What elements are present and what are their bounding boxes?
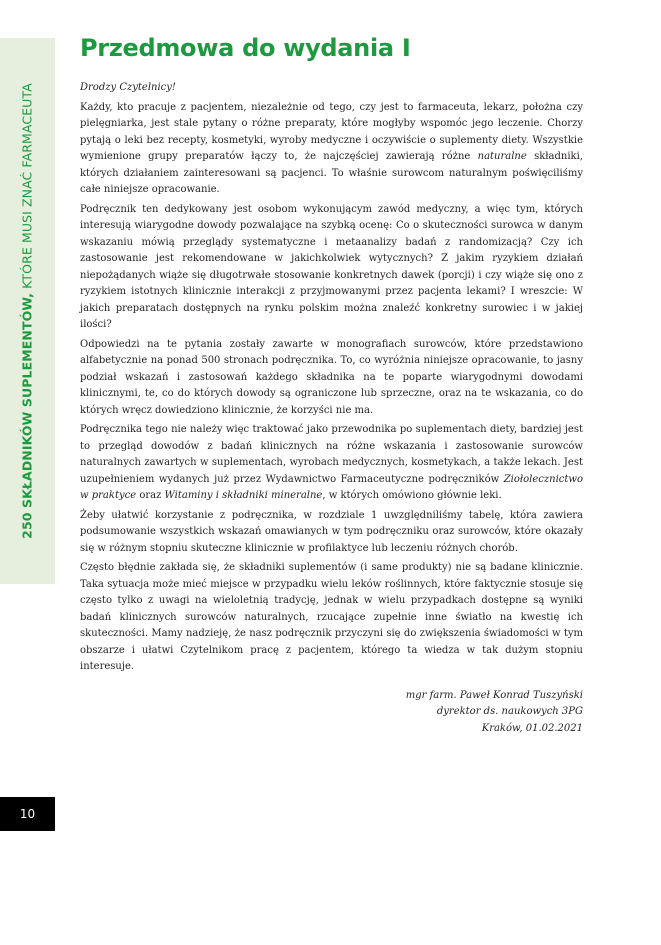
paragraph-4 — [80, 422, 583, 505]
paragraph-4-text-c: , w których omówiono głównie leki. — [322, 490, 502, 501]
signature-block — [80, 688, 583, 738]
paragraph-1-text-a: Każdy, kto pracuje z pacjentem, niezależnie od tego, czy jest to farmaceuta, lekarz, położna czy pielęgniarka, jest stale pytany o różne preparaty, które mogłyby wspomóc jego leczenie. Chorzy pytają o leki bez recepty, kosmetyki, wyroby medyczne i oczywiście o suplementy diety. Wszystkie wymienione grupy preparatów łączy to, że najczęściej zawierają różne — [80, 101, 583, 162]
paragraph-4-text-a: Podręcznika tego nie należy więc traktować jako przewodnika po suplementach diety, bardziej jest to przegląd dowodów z badań klinicznych na różne wskazania i zastosowanie surowców naturalnych zawartych w suplementach, wyrobach medycznych, kosmetykach, a także lekach. Jest uzupełnieniem wydanych już przez Wydawnictwo Farmaceutyczne podręczników — [80, 424, 583, 485]
paragraph-3: Odpowiedzi na te pytania zostały zawarte w monografiach surowców, które przedstawiono alfabetycznie na ponad 500 stronach podręcznika. To, co wyróżnia niniejsze opracowanie, to jasny podział wskazań i zastosowań każdego składnika na te poparte wiarygodnymi dowodami klinicznymi, te, co do których dowody są ograniczone lub sprzeczne, oraz na te wskazania, co do których wręcz dowiedziono klinicznie, że korzyści nie ma. — [80, 338, 583, 416]
paragraph-2: Podręcznik ten dedykowany jest osobom wykonującym zawód medyczny, a więc tym, których interesują wiarygodne dowody pozwalające na szybką ocenę: Co o skuteczności surowca w danym wskazaniu mówią przeglądy systematyczne i metaanalizy badań z randomizacją? Czy ich zastosowanie jest rekomendowane w jakichkolwiek wytycznych? Z jakim ryzykiem działań niepożądanych wiąże się długotrwałe stosowanie konkretnych dawek (porcji) i czy wiąże się ono z ryzykiem istotnych klinicznie interakcji z przyjmowanymi przez pacjenta lekami? I wreszcie: W jakich preparatach dostępnych na rynku polskim można znaleźć konkretny surowiec i w jakiej ilości? — [80, 203, 583, 330]
paragraph-1 — [80, 100, 583, 199]
greeting: Drodzy Czytelnicy! — [80, 82, 176, 93]
signature-position: dyrektor ds. naukowych 3PG — [436, 706, 583, 717]
sidebar-title-bold: 250 SKŁADNIKÓW SUPLEMENTÓW, — [19, 292, 35, 539]
signature-name: mgr farm. Paweł Konrad Tuszyński — [405, 689, 583, 701]
sidebar-title-light: KTÓRE MUSI ZNAĆ FARMACEUTA — [19, 83, 35, 293]
paragraph-4-text-b: oraz — [136, 490, 165, 501]
paragraph-6: Często błędnie zakłada się, że składniki suplementów (i same produkty) nie są badane klinicznie. Taka sytuacja może mieć miejsce w przypadku wielu leków roślinnych, które faktycznie stosuje się często tylko z uwagi na wieloletnią tradycję, jednak w wielu przypadkach dostępne są wyniki badań klinicznych surowców naturalnych, rzucające zupełnie inne światło na kwestię ich skuteczności. Mamy nadzieję, że nasz podręcznik przyczyni się do zwiększenia świadomości w tym obszarze i ułatwi Czytelnikom pracę z pacjentem, którego ta wiedza w tak dużym stopniu interesuje. — [80, 562, 583, 672]
paragraph-1-emphasis: naturalne — [477, 151, 527, 162]
signature-place-date: Kraków, 01.02.2021 — [481, 722, 583, 734]
page-number: 10 — [19, 807, 36, 821]
paragraph-5: Żeby ułatwić korzystanie z podręcznika, w rozdziale 1 uwzględniliśmy tabelę, która zawiera podsumowanie wszystkich wskazań omawianych w tym podręczniku oraz surowców, które okazały się w różnym stopniu skuteczne klinicznie w profilaktyce lub leczeniu różnych chorób. — [80, 509, 583, 554]
sidebar-running-title — [20, 83, 35, 539]
chapter-title: Przedmowa do wydania I — [80, 34, 411, 62]
book-title-witaminy: Witaminy i składniki mineralne — [164, 490, 323, 501]
paragraph-1-text-b: składniki, których działaniem zainteresowani są pacjenci. To właśnie surowcom naturalnym poświęciliśmy całe niniejsze opracowanie. — [80, 151, 583, 195]
page-number-box — [0, 797, 55, 831]
book-title-ziololecznictwo: Ziołolecznictwo w praktyce — [80, 473, 583, 501]
body-text — [80, 80, 583, 737]
